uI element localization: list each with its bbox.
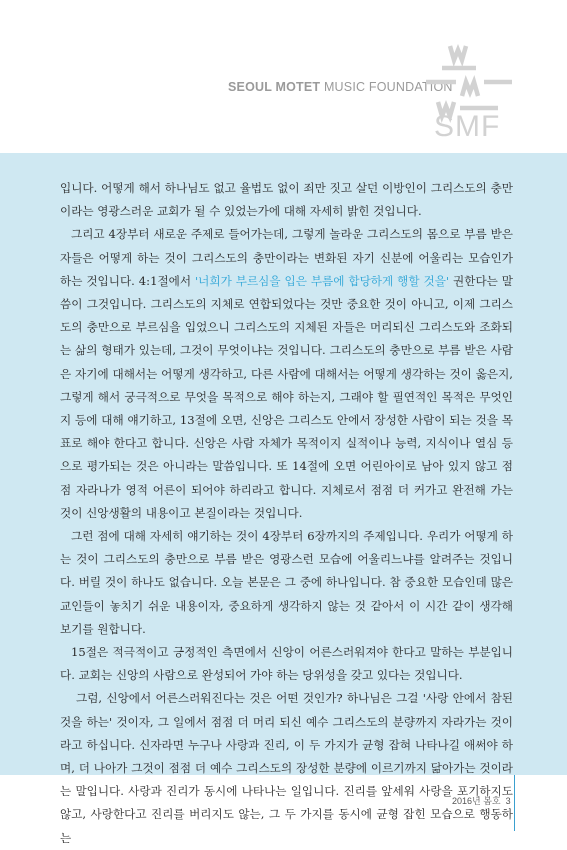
page-header [0,0,567,153]
footer-divider [514,775,515,831]
page-footer [452,794,511,807]
highlighted-quote: '너희가 부르심을 입은 부름에 합당하게 행할 것을' [195,273,450,288]
smf-logo-letters: SMF [434,110,501,140]
paragraph-2-text-b: 권한다는 말씀이 그것입니다. 그리스도의 지체로 연합되었다는 것만 중요한 것이 아니고, 이제 그리스도의 충만으로 부르심을 입었으니 그리스도의 지체된 자들은 머리되신 그리스도와 조화되는 삶의 형태가 있는데, 그것이 무엇이냐는 것입니다. 그리스도의 충만으로 부름 받은 사람은 자기에 대해서는 어떻게 생각하고, 다른 사람에 대해서는 어떻게 생각하는 것이 옳은지, 그렇게 해서 궁극적으로 무엇을 목적으로 해야 하는지, 그래야 할 필연적인 목적은 무엇인지 등에 대해 얘기하고, 13절에 오면, 신앙은 그리스도 안에서 장성한 사람이 되는 것을 목표로 해야 한다고 합니다. 신앙은 사람 자체가 목적이지 실적이나 능력, 지식이나 열심 등으로 평가되는 것은 아니라는 말씀입니다. 또 14절에 오면 어린아이로 남아 있지 않고 점점 자라나가 영적 어른이 되어야 하리라고 합니다. 지체로서 점점 더 커가고 완전해 가는 것이 신앙생활의 내용이고 본질이라는 것입니다. [60,273,513,520]
paragraph-4: 15절은 적극적이고 긍정적인 측면에서 신앙이 어른스러워져야 한다고 말하는 부분입니다. 교회는 신앙의 사람으로 완성되어 가야 하는 당위성을 갖고 있다는 것입니다. [60,645,513,683]
article-body [60,177,513,850]
issue-label: 2016년 봄호 [452,796,501,806]
foundation-name-rest: MUSIC FOUNDATION [320,80,453,94]
foundation-name-bold: SEOUL MOTET [228,80,321,94]
paragraph-1: 입니다. 어떻게 해서 하나님도 없고 율법도 없이 죄만 짓고 살던 이방인이 그리스도의 충만이라는 영광스러운 교회가 될 수 있었는가에 대해 자세히 밝힌 것입니다. [60,181,513,219]
paragraph-5: 그럼, 신앙에서 어른스러워진다는 것은 어떤 것인가? 하나님은 그걸 '사랑 안에서 참된 것을 하는' 것이자, 그 일에서 점점 더 머리 되신 예수 그리스도의 분량까지 자라가는 것이라고 하십니다. 신자라면 누구나 사랑과 진리, 이 두 가지가 균형 잡혀 나타나길 애써야 하며, 더 나아가 그것이 점점 더 예수 그리스도의 장성한 분량에 이르기까지 닮아가는 것이라는 말입니다. 사랑과 진리가 동시에 나타나는 일입니다. 진리를 앞세워 사랑을 포기하지도 않고, 사랑한다고 진리를 버리지도 않는, 그 두 가지를 동시에 균형 잡힌 모습으로 행동하는 [60,691,513,845]
paragraph-3: 그런 점에 대해 자세히 얘기하는 것이 4장부터 6장까지의 주제입니다. 우리가 어떻게 하는 것이 그리스도의 충만으로 부름 받은 영광스런 모습에 어울리느냐를 알려주는 것입니다. 버릴 것이 하나도 없습니다. 오늘 본문은 그 중에 하나입니다. 참 중요한 모습인데 많은 교인들이 놓치기 쉬운 내용이자, 중요하게 생각하지 않는 것 같아서 이 시간 같이 생각해 보기를 원합니다. [60,529,513,636]
paragraph-2 [60,223,513,525]
smf-logo [418,42,518,140]
paragraph-2-text-a: 그리고 4장부터 새로운 주제로 들어가는데, 그렇게 놀라운 그리스도의 몸으로 부름 받은 자들은 어떻게 하는 것이 그리스도의 충만이라는 변화된 자기 신분에 어울리는 모습인가 하는 것입니다. 4:1절에서 [60,227,513,288]
page-number: 3 [505,796,511,806]
